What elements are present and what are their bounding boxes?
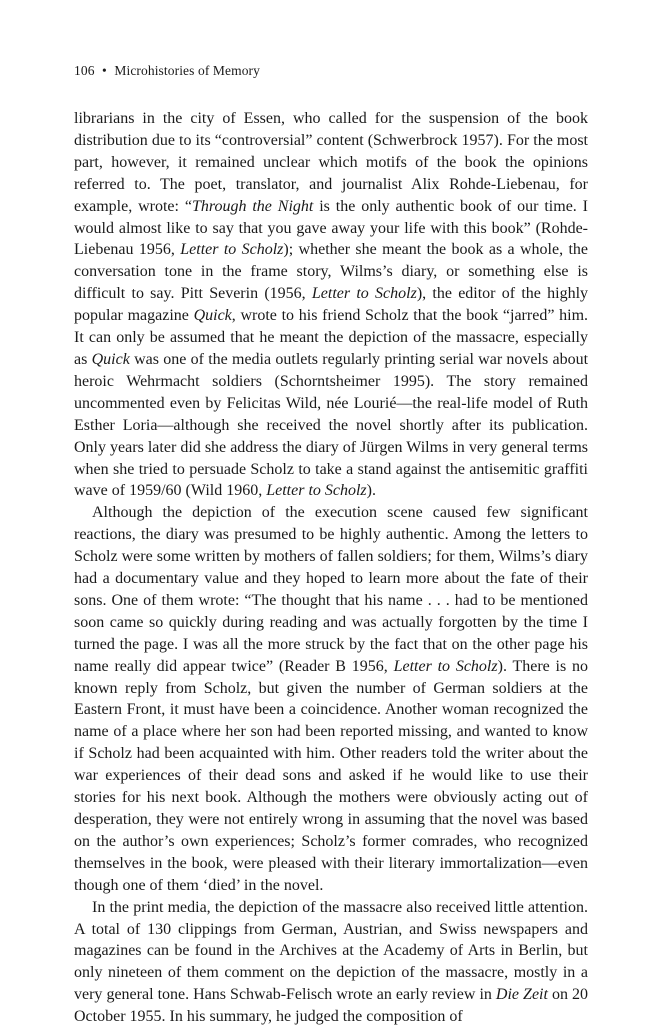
paragraph-3 (74, 897, 588, 1028)
running-head (74, 63, 260, 79)
text-run: ), the editor of the highly popular magazine (74, 285, 589, 325)
text-run: , wrote to his friend Scholz that the book “jarred” him. It can only be assumed that he meant the depiction of the massacre, especially as (74, 307, 589, 368)
italic-title: Letter to Scholz (266, 482, 367, 500)
text-run: ). (366, 482, 376, 500)
italic-title: Quick (91, 350, 130, 368)
body-text (74, 108, 588, 1028)
text-run: is the only authentic book of our time. I would almost like to say that you gave away your life with this book” (Rohde-Liebenau 1956, (74, 197, 588, 259)
paragraph-1 (74, 108, 588, 502)
text-run: was one of the media outlets regularly printing serial war novels about heroic Wehrmacht soldiers (Schorntsheimer 1995). The story remained uncommented even by Felicitas Wild, née Lourié—the real-life model of Ruth Esther Loria—although she received the novel shortly after its publication. Only years later did she address the diary of Jürgen Wilms in very general terms when she tried to persuade Scholz to take a stand against the antisemitic graffiti wave of 1959/60 (Wild 1960, (74, 350, 589, 500)
page-number: 106 (74, 63, 95, 78)
text-run: Although the depiction of the execution scene caused few significant reactions, the diary was presumed to be highly authentic. Among the letters to Scholz were some written by mothers of fallen soldiers; for them, Wilms’s diary had a documentary value and they hoped to learn more about the fate of their sons. One of them wrote: “The thought that his name . . . had to be mentioned soon came so quickly during reading and was actually forgotten by the time I turned the page. I was all the more struck by the fact that on the other page his name really did appear twice” (Reader B 1956, (74, 504, 588, 675)
italic-title: Letter to Scholz (180, 241, 284, 259)
italic-title: Letter to Scholz (311, 285, 417, 303)
running-title: Microhistories of Memory (114, 63, 260, 78)
text-run: In the print media, the depiction of the massacre also received little attention. A total of 130 clippings from German, Austrian, and Swiss newspapers and magazines can be found in the Archives at the Academy of Arts in Berlin, but only nineteen of them comment on the depiction of the massacre, mostly in a very general tone. Hans Schwab-Felisch wrote an early review in (74, 898, 588, 1004)
text-run: ). There is no known reply from Scholz, but given the number of German soldiers at the Eastern Front, it must have been a coincidence. Another woman recognized the name of a place where her son had been reported missing, and wanted to know if Scholz had been acquainted with him. Other readers told the writer about the war experiences of their dead sons and asked if he would like to use their stories for his next book. Although the mothers were obviously acting out of desperation, they were not entirely wrong in assuming that the novel was based on the author’s own experiences; Scholz’s former comrades, who recognized themselves in the book, were pleased with their literary immortalization—even though one of them ‘died’ in the novel. (74, 657, 589, 894)
italic-title: Letter to Scholz (393, 657, 498, 675)
italic-title: Quick (193, 307, 232, 325)
text-run: on 20 October 1955. In his summary, he judged the composition of (74, 986, 589, 1026)
header-separator: • (102, 63, 107, 78)
paragraph-2 (74, 502, 588, 896)
italic-title: Through the Night (191, 197, 314, 215)
italic-title: Die Zeit (495, 986, 548, 1004)
text-run: ); whether she meant the book as a whole, the conversation tone in the frame story, Wilms’s diary, or something else is difficult to say. Pitt Severin (1956, (74, 241, 588, 303)
text-run: librarians in the city of Essen, who called for the suspension of the book distribution due to its “controversial” content (Schwerbrock 1957). For the most part, however, it remained unclear which motifs of the book the opinions referred to. The poet, translator, and journalist Alix Rohde-Liebenau, for example, wrote: “ (74, 110, 588, 215)
